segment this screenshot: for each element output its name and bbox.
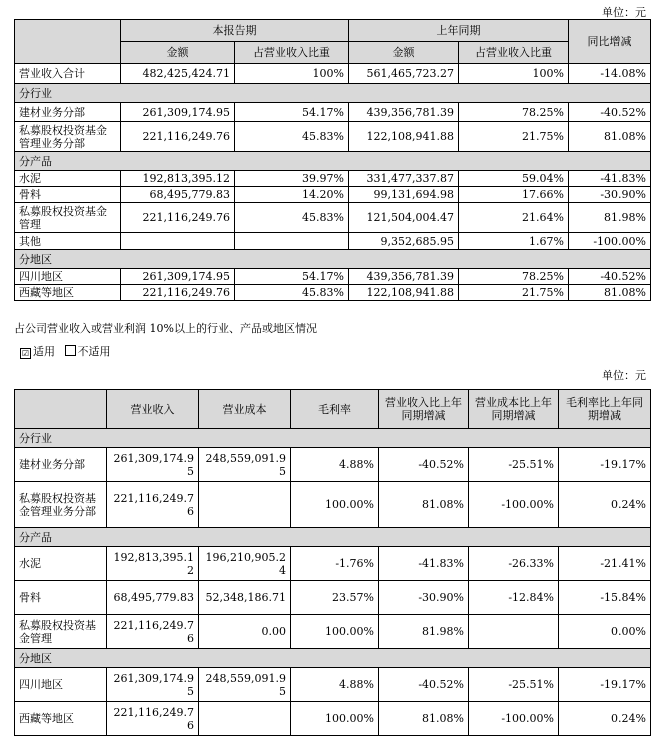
cell: 21.75% xyxy=(459,285,569,301)
table-row xyxy=(15,64,651,84)
cell xyxy=(199,482,291,528)
cell: 0.24% xyxy=(559,702,651,736)
cell: 68,495,779.83 xyxy=(107,581,199,615)
cell: 221,116,249.76 xyxy=(121,122,235,152)
table-row xyxy=(15,171,651,187)
cell: 14.20% xyxy=(235,187,349,203)
row-label: 西藏等地区 xyxy=(15,285,121,301)
cell xyxy=(121,233,235,250)
cell: 439,356,781.39 xyxy=(349,269,459,285)
row-label: 骨料 xyxy=(15,187,121,203)
header-cost-yoy: 营业成本比上年同期增减 xyxy=(469,390,559,429)
row-label: 四川地区 xyxy=(15,668,107,702)
cell: 78.25% xyxy=(459,103,569,122)
cell: 4.88% xyxy=(291,668,379,702)
header-cur-share: 占营业收入比重 xyxy=(235,42,349,64)
header-blank xyxy=(15,390,107,429)
header-row-1 xyxy=(15,20,651,42)
cell: 100.00% xyxy=(291,702,379,736)
cell: 81.98% xyxy=(379,615,469,649)
header-cost: 营业成本 xyxy=(199,390,291,429)
cell: -41.83% xyxy=(569,171,651,187)
cell: 248,559,091.95 xyxy=(199,448,291,482)
cell: -40.52% xyxy=(569,269,651,285)
cell: -14.08% xyxy=(569,64,651,84)
row-label: 骨料 xyxy=(15,581,107,615)
cell: 0.00 xyxy=(199,615,291,649)
cell: 248,559,091.95 xyxy=(199,668,291,702)
segment-margin-table xyxy=(14,389,651,736)
header-pri-amount: 金额 xyxy=(349,42,459,64)
cell: 100% xyxy=(459,64,569,84)
header-revenue: 营业收入 xyxy=(107,390,199,429)
cell: 9,352,685.95 xyxy=(349,233,459,250)
table-row xyxy=(15,448,651,482)
row-label: 西藏等地区 xyxy=(15,702,107,736)
applicable-label: 适用 xyxy=(33,345,55,358)
cell: -40.52% xyxy=(569,103,651,122)
cell: 81.08% xyxy=(569,285,651,301)
cell: 261,309,174.95 xyxy=(121,103,235,122)
row-label: 其他 xyxy=(15,233,121,250)
section-row xyxy=(15,84,651,103)
table-row xyxy=(15,233,651,250)
table-row xyxy=(15,122,651,152)
cell: 99,131,694.98 xyxy=(349,187,459,203)
row-label: 建材业务分部 xyxy=(15,448,107,482)
cell: 45.83% xyxy=(235,285,349,301)
cell: -26.33% xyxy=(469,547,559,581)
cell: 4.88% xyxy=(291,448,379,482)
section-label: 分行业 xyxy=(15,84,651,103)
header-current-period: 本报告期 xyxy=(121,20,349,42)
cell: 100% xyxy=(235,64,349,84)
cell: 1.67% xyxy=(459,233,569,250)
table-row xyxy=(15,615,651,649)
cell: -100.00% xyxy=(469,702,559,736)
applicable-options xyxy=(20,343,111,359)
cell: 192,813,395.12 xyxy=(121,171,235,187)
cell: -15.84% xyxy=(559,581,651,615)
cell: 39.97% xyxy=(235,171,349,187)
row-label: 水泥 xyxy=(15,171,121,187)
cell: 100.00% xyxy=(291,482,379,528)
cell: -30.90% xyxy=(569,187,651,203)
unchecked-box-icon xyxy=(65,345,76,356)
row-label: 建材业务分部 xyxy=(15,103,121,122)
cell: 221,116,249.76 xyxy=(121,203,235,233)
cell: -25.51% xyxy=(469,448,559,482)
section-row xyxy=(15,649,651,668)
cell: -100.00% xyxy=(469,482,559,528)
row-label: 私募股权投资基金管理业务分部 xyxy=(15,482,107,528)
cell: -100.00% xyxy=(569,233,651,250)
cell: 221,116,249.76 xyxy=(107,482,199,528)
cell: 0.24% xyxy=(559,482,651,528)
section-label: 分行业 xyxy=(15,429,651,448)
section-label: 分产品 xyxy=(15,528,651,547)
cell: 54.17% xyxy=(235,103,349,122)
cell: 121,504,004.47 xyxy=(349,203,459,233)
unit-label-bottom: 单位：元 xyxy=(602,369,646,382)
cell: 21.64% xyxy=(459,203,569,233)
unit-label-top: 单位：元 xyxy=(602,6,646,19)
note-text: 占公司营业收入或营业利润 10%以上的行业、产品或地区情况 xyxy=(14,322,317,335)
cell: 221,116,249.76 xyxy=(107,702,199,736)
cell: 45.83% xyxy=(235,203,349,233)
section-label: 分地区 xyxy=(15,649,651,668)
table-row xyxy=(15,203,651,233)
cell: 81.08% xyxy=(379,702,469,736)
cell: 221,116,249.76 xyxy=(121,285,235,301)
cell: 439,356,781.39 xyxy=(349,103,459,122)
cell: 261,309,174.95 xyxy=(107,668,199,702)
row-label: 私募股权投资基金管理 xyxy=(15,203,121,233)
header-rev-yoy: 营业收入比上年同期增减 xyxy=(379,390,469,429)
not-applicable-label: 不适用 xyxy=(77,345,111,358)
section-label: 分产品 xyxy=(15,152,651,171)
cell: -21.41% xyxy=(559,547,651,581)
row-label: 私募股权投资基金管理 xyxy=(15,615,107,649)
cell: 196,210,905.24 xyxy=(199,547,291,581)
cell xyxy=(469,615,559,649)
cell: 221,116,249.76 xyxy=(107,615,199,649)
cell: 331,477,337.87 xyxy=(349,171,459,187)
checked-box-icon: ☑ xyxy=(21,349,30,358)
section-row xyxy=(15,528,651,547)
header-prior-period: 上年同期 xyxy=(349,20,569,42)
cell: 23.57% xyxy=(291,581,379,615)
table-row xyxy=(15,103,651,122)
section-row xyxy=(15,429,651,448)
cell: -41.83% xyxy=(379,547,469,581)
table-row xyxy=(15,547,651,581)
cell: -40.52% xyxy=(379,448,469,482)
cell: 122,108,941.88 xyxy=(349,122,459,152)
table-row xyxy=(15,285,651,301)
table-row xyxy=(15,269,651,285)
cell: -1.76% xyxy=(291,547,379,581)
cell: 54.17% xyxy=(235,269,349,285)
section-label: 分地区 xyxy=(15,250,651,269)
cell: -19.17% xyxy=(559,448,651,482)
cell: 261,309,174.95 xyxy=(121,269,235,285)
cell: -12.84% xyxy=(469,581,559,615)
applicable-checkbox[interactable] xyxy=(20,345,55,358)
revenue-composition-table xyxy=(14,19,651,301)
row-label: 营业收入合计 xyxy=(15,64,121,84)
cell: -30.90% xyxy=(379,581,469,615)
header-blank xyxy=(15,20,121,64)
section-row xyxy=(15,152,651,171)
cell: 81.08% xyxy=(569,122,651,152)
cell: 78.25% xyxy=(459,269,569,285)
cell xyxy=(199,702,291,736)
cell: 100.00% xyxy=(291,615,379,649)
cell: 45.83% xyxy=(235,122,349,152)
not-applicable-checkbox[interactable] xyxy=(65,345,111,358)
cell: 52,348,186.71 xyxy=(199,581,291,615)
header-cur-amount: 金额 xyxy=(121,42,235,64)
header-margin: 毛利率 xyxy=(291,390,379,429)
cell: -40.52% xyxy=(379,668,469,702)
row-label: 私募股权投资基金管理业务分部 xyxy=(15,122,121,152)
cell: 482,425,424.71 xyxy=(121,64,235,84)
cell: -25.51% xyxy=(469,668,559,702)
row-label: 水泥 xyxy=(15,547,107,581)
table-row xyxy=(15,482,651,528)
header-row xyxy=(15,390,651,429)
cell: 21.75% xyxy=(459,122,569,152)
header-yoy: 同比增减 xyxy=(569,20,651,64)
header-margin-yoy: 毛利率比上年同期增减 xyxy=(559,390,651,429)
cell: 81.98% xyxy=(569,203,651,233)
header-pri-share: 占营业收入比重 xyxy=(459,42,569,64)
cell: 0.00% xyxy=(559,615,651,649)
cell: 17.66% xyxy=(459,187,569,203)
table-row xyxy=(15,668,651,702)
cell: 59.04% xyxy=(459,171,569,187)
cell: 122,108,941.88 xyxy=(349,285,459,301)
cell: 261,309,174.95 xyxy=(107,448,199,482)
cell xyxy=(235,233,349,250)
table-row xyxy=(15,702,651,736)
cell: 561,465,723.27 xyxy=(349,64,459,84)
table-row xyxy=(15,581,651,615)
row-label: 四川地区 xyxy=(15,269,121,285)
cell: 68,495,779.83 xyxy=(121,187,235,203)
cell: 192,813,395.12 xyxy=(107,547,199,581)
table-row xyxy=(15,187,651,203)
cell: 81.08% xyxy=(379,482,469,528)
cell: -19.17% xyxy=(559,668,651,702)
section-row xyxy=(15,250,651,269)
